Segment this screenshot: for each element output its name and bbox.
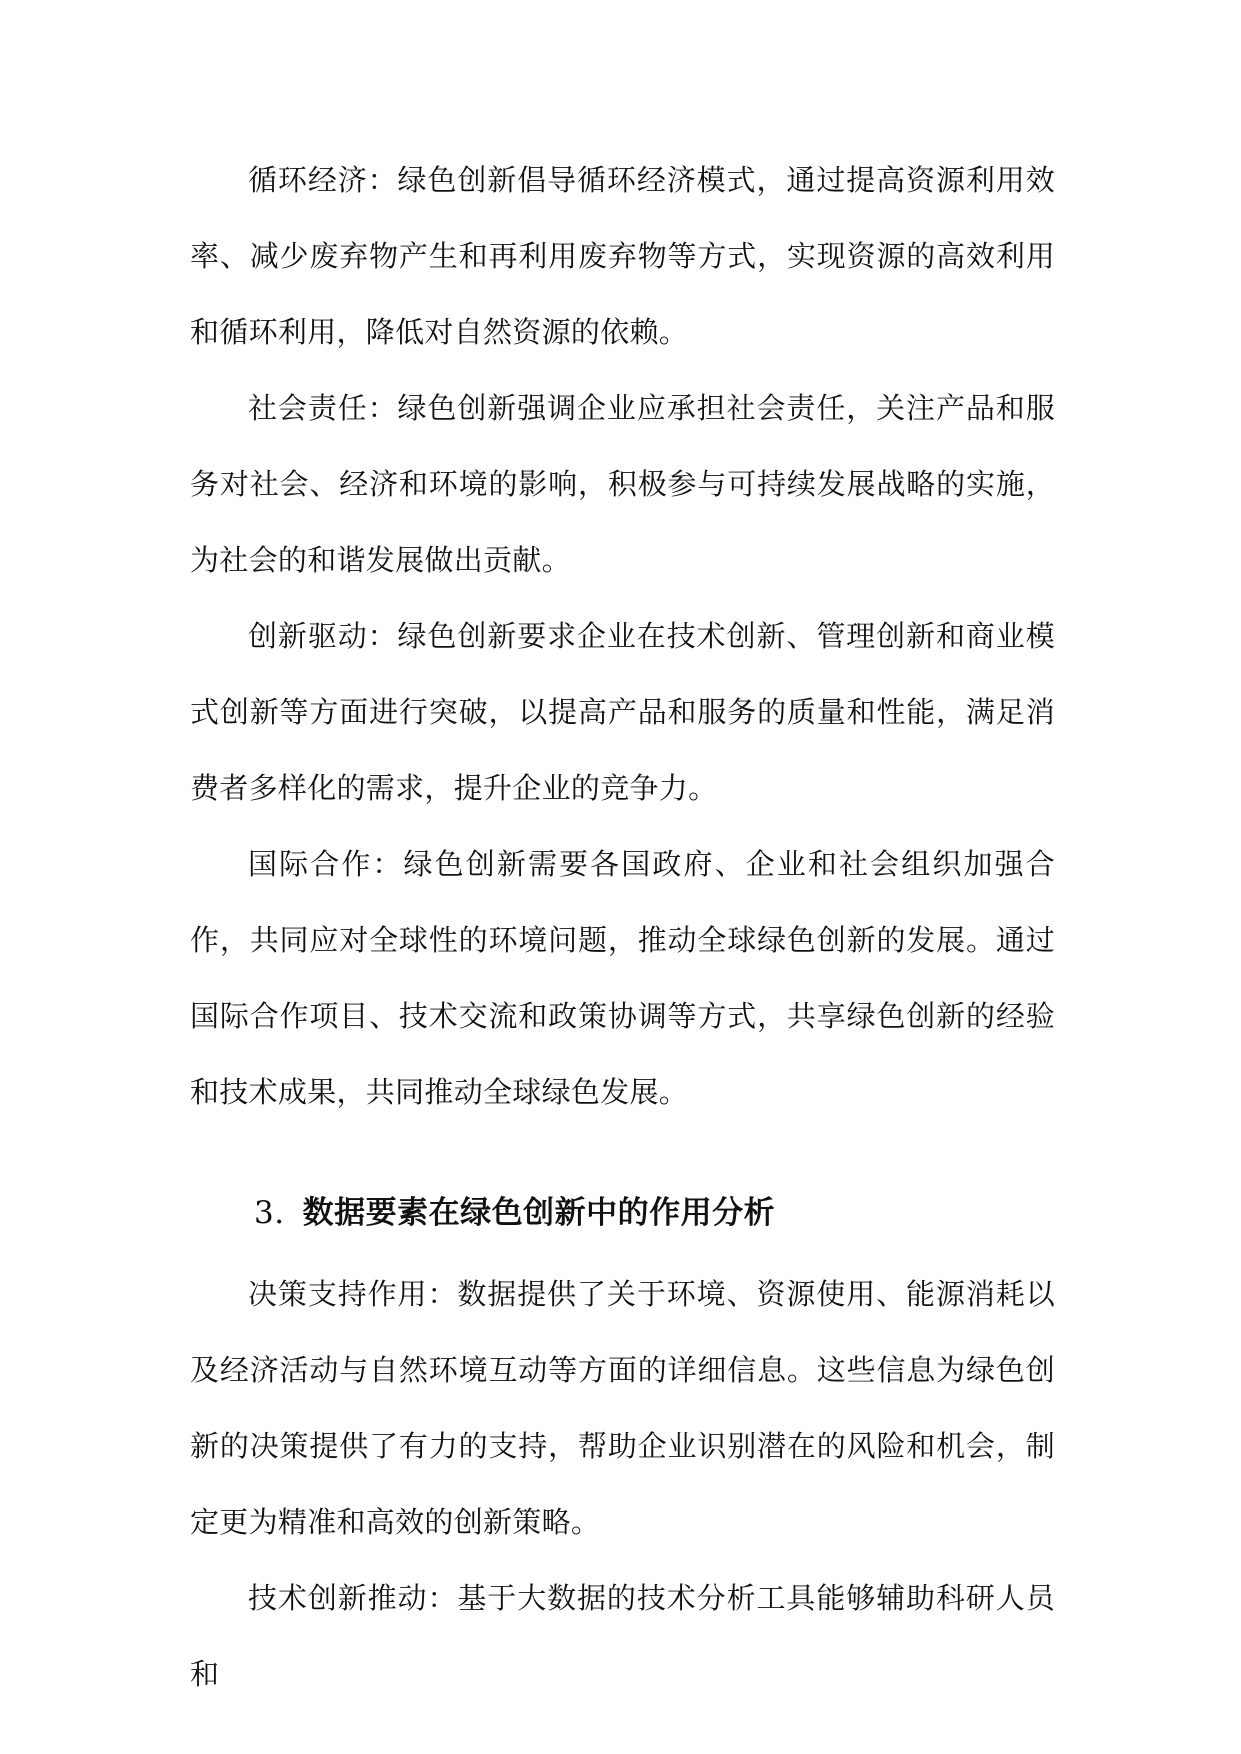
paragraph-international-cooperation: 国际合作：绿色创新需要各国政府、企业和社会组织加强合作，共同应对全球性的环境问题，推动全球绿色创新的发展。通过国际合作项目、技术交流和政策协调等方式，共享绿色创新的经验和技术成果，共同推动全球绿色发展。 — [190, 847, 1055, 1109]
section-heading — [190, 1178, 1055, 1248]
document-body — [190, 142, 1055, 1712]
paragraph-innovation-driven: 创新驱动：绿色创新要求企业在技术创新、管理创新和商业模式创新等方面进行突破，以提高产品和服务的质量和性能，满足消费者多样化的需求，提升企业的竞争力。 — [190, 619, 1055, 805]
paragraph-circular-economy: 循环经济：绿色创新倡导循环经济模式，通过提高资源利用效率、减少废弃物产生和再利用废弃物等方式，实现资源的高效利用和循环利用，降低对自然资源的依赖。 — [190, 163, 1055, 349]
section-title: 数据要素在绿色创新中的作用分析 — [302, 1195, 776, 1231]
paragraph-social-responsibility: 社会责任：绿色创新强调企业应承担社会责任，关注产品和服务对社会、经济和环境的影响，积极参与可持续发展战略的实施，为社会的和谐发展做出贡献。 — [190, 391, 1055, 577]
paragraph-technology-innovation: 技术创新推动：基于大数据的技术分析工具能够辅助科研人员和 — [190, 1581, 1055, 1691]
section-number: 3. — [254, 1195, 285, 1231]
paragraph-decision-support: 决策支持作用：数据提供了关于环境、资源使用、能源消耗以及经济活动与自然环境互动等方面的详细信息。这些信息为绿色创新的决策提供了有力的支持，帮助企业识别潜在的风险和机会，制定更为精准和高效的创新策略。 — [190, 1277, 1055, 1539]
